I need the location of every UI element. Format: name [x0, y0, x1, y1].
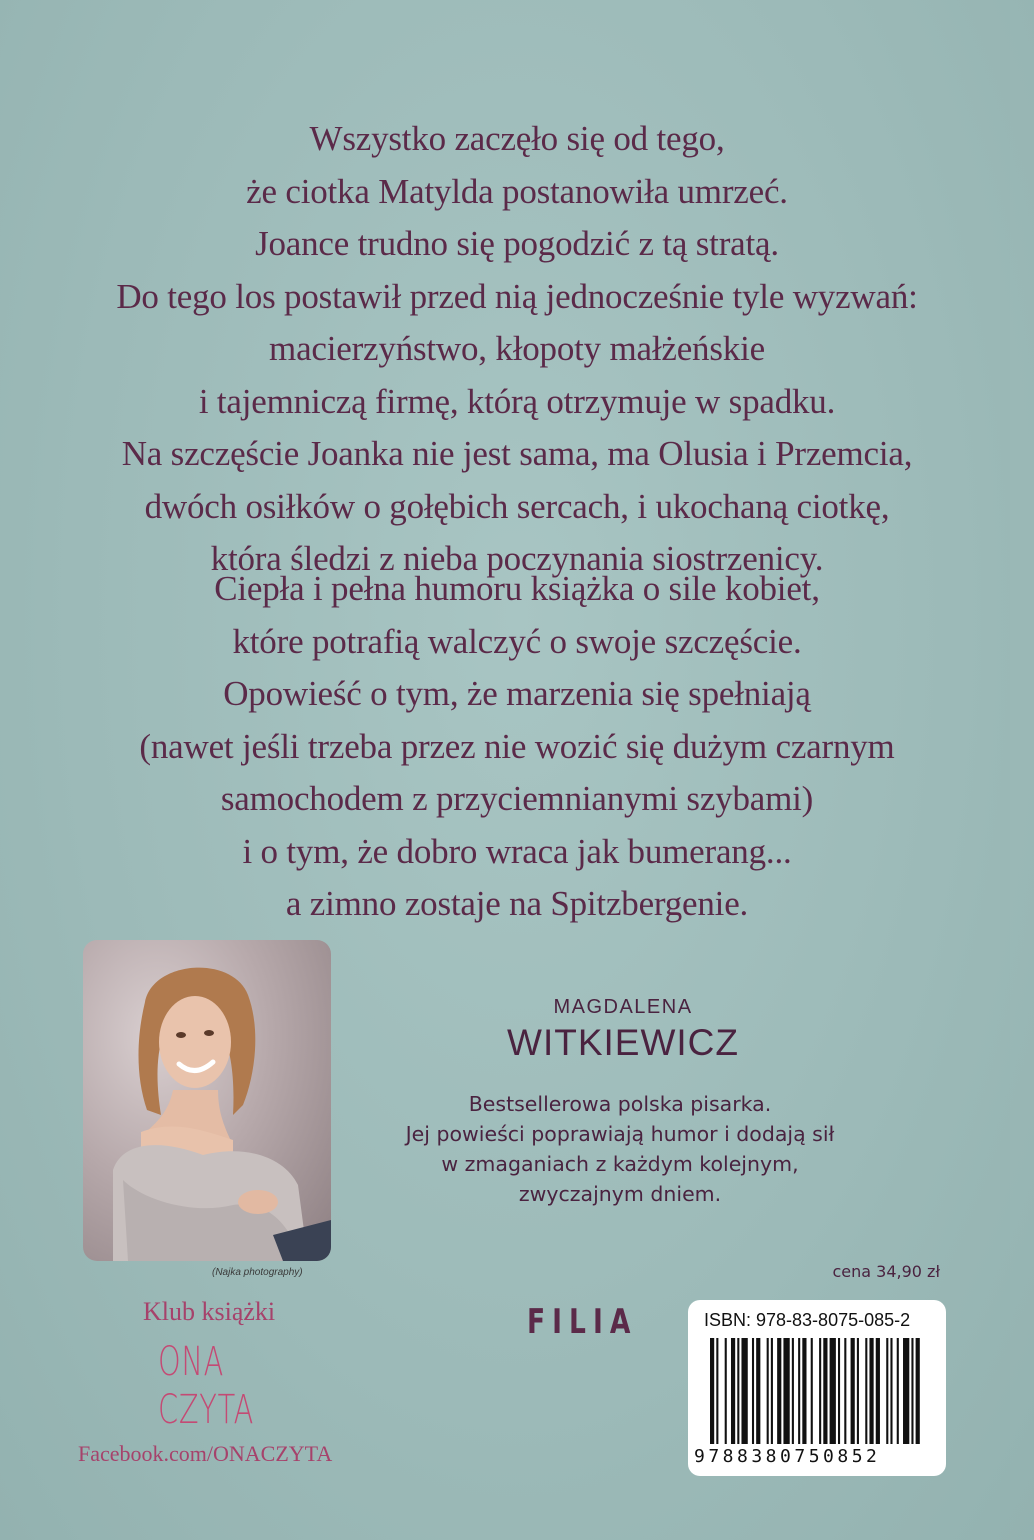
barcode-icon	[710, 1338, 924, 1444]
club-facebook-url: Facebook.com/ONACZYTA	[78, 1441, 333, 1466]
blurb-line: Joance trudno się pogodzić z tą stratą.	[255, 224, 779, 263]
club-logo-line: CZYTA	[158, 1387, 255, 1433]
blurb-line: macierzyństwo, kłopoty małżeńskie	[269, 329, 765, 368]
bio-line: zwyczajnym dniem.	[518, 1182, 722, 1206]
blurb-line: która śledzi z nieba poczynania siostrzenicy.	[210, 539, 824, 578]
blurb-line: Ciepła i pełna humoru książka o sile kobiet,	[214, 569, 820, 608]
blurb-line: Na szczęście Joanka nie jest sama, ma Olusia i Przemcia,	[121, 434, 913, 473]
blurb-paragraph-2	[0, 563, 1034, 931]
club-logo	[158, 1338, 254, 1434]
bio-line: Jej powieści poprawiają humor i dodają sił	[405, 1122, 835, 1146]
publisher-logo: FILIA	[527, 1302, 638, 1342]
isbn-label: ISBN: 978-83-8075-085-2	[704, 1310, 911, 1330]
barcode-digits: 9788380750852	[694, 1446, 881, 1467]
photo-credit: (Najka photography)	[212, 1267, 303, 1278]
blurb-line: dwóch osiłków o gołębich sercach, i ukochaną ciotkę,	[144, 486, 890, 526]
blurb-line: że ciotka Matylda postanowiła umrzeć.	[246, 171, 788, 211]
blurb-line: samochodem z przyciemnianymi szybami)	[220, 779, 814, 818]
blurb-line: i tajemniczą firmę, którą otrzymuje w spadku.	[198, 381, 836, 421]
blurb-line: Do tego los postawił przed nią jednocześnie tyle wyzwań:	[116, 276, 918, 316]
author-first-name: MAGDALENA	[553, 996, 693, 1018]
blurb-line: które potrafią walczyć o swoje szczęście.	[232, 621, 802, 661]
blurb-line: (nawet jeśli trzeba przez nie wozić się dużym czarnym	[139, 726, 895, 766]
blurb-line: a zimno zostaje na Spitzbergenie.	[285, 884, 749, 923]
barcode-panel	[688, 1300, 946, 1476]
author-photo	[83, 940, 331, 1261]
bio-line: Bestsellerowa polska pisarka.	[468, 1092, 772, 1116]
blurb-line: Wszystko zaczęło się od tego,	[309, 119, 725, 158]
blurb-paragraph-1	[0, 113, 1034, 586]
price-label: cena 34,90 zł	[832, 1262, 940, 1281]
blurb-line: i o tym, że dobro wraca jak bumerang...	[242, 831, 792, 871]
author-last-name: WITKIEWICZ	[507, 1022, 739, 1063]
bio-line: w zmaganiach z każdym kolejnym,	[441, 1152, 799, 1176]
blurb-line: Opowieść o tym, że marzenia się spełniają	[223, 674, 811, 713]
club-label: Klub książki	[143, 1297, 276, 1326]
club-logo-line: ONA	[158, 1339, 225, 1385]
author-bio	[340, 1089, 900, 1209]
